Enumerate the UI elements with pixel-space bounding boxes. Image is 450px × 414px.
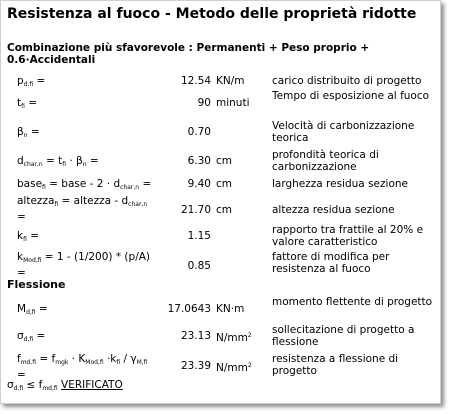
value: 0.85 <box>187 260 211 272</box>
load-combination: Combinazione più sfavorevole : Permanenti + Peso proprio + 0.6·Accidentali <box>7 42 370 66</box>
unit: cm <box>216 178 233 190</box>
description: fattore di modifica per resistenza al fuoco <box>272 251 390 275</box>
value: 90 <box>197 97 211 109</box>
description: carico distribuito di progetto <box>272 75 422 87</box>
description: sollecitazione di progetto a flessione <box>272 324 415 348</box>
formula-altezzafi: altezza$_{fi}$ = altezza - $d_{char,n}$ = <box>17 195 148 223</box>
formula-mdfi: $M_{d,fi}$ = <box>17 303 48 316</box>
verification-result: $\sigma_{d,fi} \le f_{md,fi}$ VERIFICATO <box>7 379 123 392</box>
section-heading-flessione: Flessione <box>7 278 66 291</box>
description: Tempo di esposizione al fuoco <box>272 90 430 102</box>
description: larghezza residua sezione <box>272 178 408 190</box>
value: 21.70 <box>180 204 211 216</box>
formula-tfi: $t_{fi}$ = <box>17 97 38 110</box>
formula-kfi: $k_{fi}$ = <box>17 230 40 243</box>
value: 23.39 <box>180 360 211 372</box>
value: 9.40 <box>187 178 211 190</box>
formula-pdfi: $p_{d,fi}$ = <box>17 75 46 88</box>
description: Velocità di carbonizzazione teorica <box>272 120 415 144</box>
value: 23.13 <box>180 330 211 342</box>
description: profondità teorica di carbonizzazione <box>272 149 379 173</box>
unit: cm <box>216 155 233 167</box>
description: altezza residua sezione <box>272 204 395 216</box>
unit: KN/m <box>216 75 245 87</box>
formula-beta-n: $\beta_n$ = <box>17 126 40 139</box>
unit: $N/mm^2$ <box>216 362 252 374</box>
description: resistenza a flessione di progetto <box>272 353 399 377</box>
value: 1.15 <box>187 230 211 242</box>
verified-label: VERIFICATO <box>61 379 123 391</box>
description: momento flettente di progetto <box>272 296 433 308</box>
description: rapporto tra frattile al 20% e valore caratteristico <box>272 224 424 248</box>
unit: minuti <box>216 97 250 109</box>
value: 12.54 <box>180 75 211 87</box>
unit: cm <box>216 204 233 216</box>
unit: KN·m <box>216 303 245 315</box>
formula-basefi: base$_{fi}$ = base - $2 \cdot d_{char,n}$ = <box>17 178 152 191</box>
value: 6.30 <box>187 155 211 167</box>
value: 0.70 <box>187 126 211 138</box>
formula-fmdfi: $f_{md,fi} = f_{mgk} \cdot K_{Mod,fi} \cdot k_{fi} / \gamma_{M,fi}$ = <box>17 353 148 381</box>
unit: $N/mm^2$ <box>216 332 252 344</box>
formula-dchar: $d_{char,n} = t_{fi} \cdot \beta_n$ = <box>17 155 99 168</box>
value: 17.0643 <box>167 303 211 315</box>
report-title: Resistenza al fuoco - Metodo delle proprietà ridotte <box>7 6 417 22</box>
formula-sigmadfi: $\sigma_{d,fi}$ = <box>17 330 46 343</box>
formula-kmodfi: $k_{Mod,fi} = 1 - (1/200) * (p/A)$ = <box>17 251 151 279</box>
